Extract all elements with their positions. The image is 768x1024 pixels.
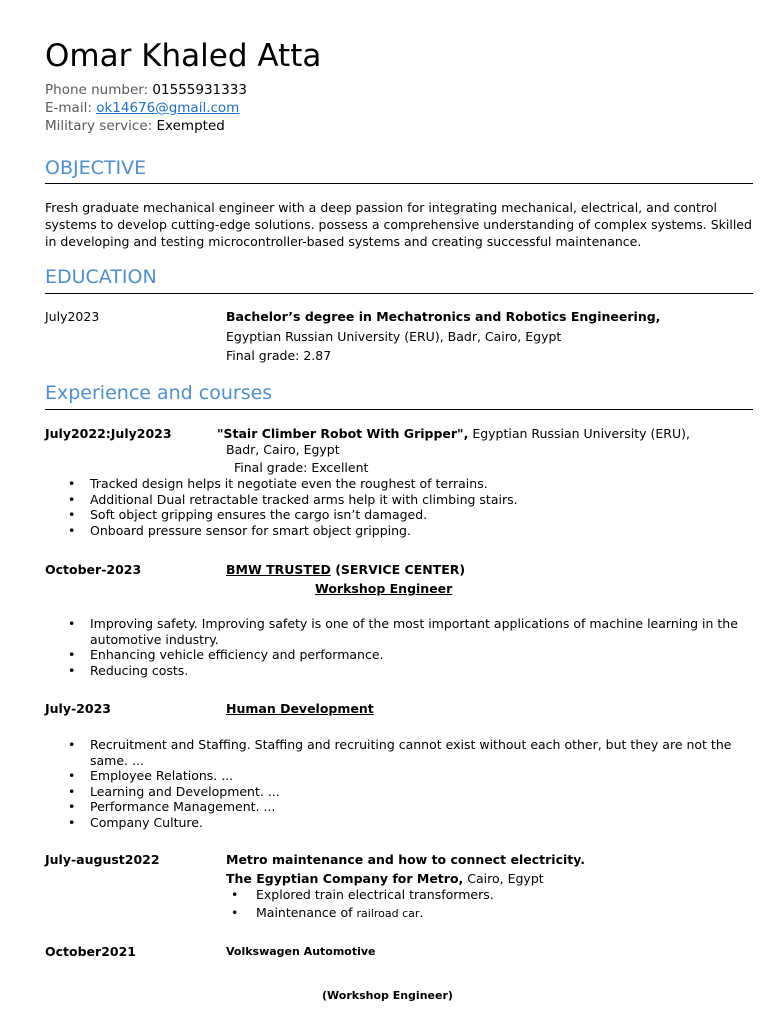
email-line <box>45 99 239 117</box>
list-item <box>226 905 726 922</box>
education-title: EDUCATION <box>45 266 157 288</box>
exp-0-heading: "Stair Climber Robot With Gripper", <box>217 426 469 441</box>
exp-4-heading: Volkswagen Automotive <box>226 945 376 958</box>
exp-3-bullet-text: Maintenance of <box>256 904 353 920</box>
exp-3-bullet-small: railroad car <box>356 906 420 920</box>
list-item: • Reducing costs. <box>45 663 745 679</box>
education-date: July2023 <box>45 309 100 324</box>
education-degree: Bachelor’s degree in Mechatronics and Robotics Engineering, <box>226 309 661 324</box>
objective-text: Fresh graduate mechanical engineer with a deep passion for integrating mechanical, electrical, and control systems to develop cutting-edge solutions. possess a comprehensive understanding of complex systems. Skilled in developing and testing microcontroller-based systems and creating successful maintenance. <box>45 200 752 249</box>
exp-4-role: (Workshop Engineer) <box>322 989 453 1002</box>
email-link[interactable]: ok14676@gmail.com <box>96 100 240 116</box>
exp-1-company-line <box>226 561 465 578</box>
exp-0-grade: Final grade: Excellent <box>234 460 369 475</box>
list-item: • Onboard pressure sensor for smart object gripping. <box>45 523 755 539</box>
phone-label: Phone number <box>45 82 144 98</box>
objective-title: OBJECTIVE <box>45 157 147 179</box>
education-rule <box>45 293 753 294</box>
education-grade: Final grade: 2.87 <box>226 348 332 363</box>
list-item: • Explored train electrical transformers. <box>226 887 726 903</box>
exp-4-date: October2021 <box>45 944 136 959</box>
exp-3-company-line <box>226 870 544 887</box>
list-item: • Improving safety. Improving safety is one of the most important applications of machine learning in the automotive industry. <box>45 616 745 647</box>
list-item: • Performance Management. ... <box>45 799 750 815</box>
exp-3-company-place: Cairo, Egypt <box>467 871 544 886</box>
exp-2-date: July-2023 <box>45 701 111 716</box>
email-colon: : <box>87 100 92 116</box>
military-colon: : <box>147 118 153 134</box>
list-item: • Enhancing vehicle efficiency and performance. <box>45 647 745 663</box>
exp-0-date: July2022:July2023 <box>45 426 172 441</box>
military-label: Military service <box>45 118 148 134</box>
exp-3-bullet-end: . <box>419 904 424 920</box>
exp-1-company: BMW TRUSTED <box>226 562 331 577</box>
exp-2-bullets <box>45 737 750 830</box>
exp-3-date: July-august2022 <box>45 852 160 867</box>
experience-rule <box>45 409 753 410</box>
phone-line <box>45 81 247 99</box>
military-value: Exempted <box>156 118 225 134</box>
exp-2-heading: Human Development <box>226 701 374 716</box>
experience-title: Experience and courses <box>45 382 273 404</box>
exp-3-company: The Egyptian Company for Metro, <box>226 871 464 886</box>
list-item: • Soft object gripping ensures the cargo isn’t damaged. <box>45 507 755 523</box>
exp-1-bullets <box>45 616 745 678</box>
exp-0-bullets <box>45 476 755 538</box>
exp-3-heading: Metro maintenance and how to connect electricity. <box>226 852 586 867</box>
exp-1-company-suffix: (SERVICE CENTER) <box>335 562 466 577</box>
exp-0-heading-line <box>217 425 690 442</box>
list-item: • Tracked design helps it negotiate even the roughest of terrains. <box>45 476 755 492</box>
phone-colon: : <box>143 82 149 98</box>
email-label: E-mail <box>45 100 88 116</box>
candidate-name: Omar Khaled Atta <box>45 38 322 74</box>
list-item: • Learning and Development. ... <box>45 784 750 800</box>
exp-1-role: Workshop Engineer <box>315 581 453 596</box>
education-university: Egyptian Russian University (ERU), Badr, Cairo, Egypt <box>226 329 562 344</box>
list-item: • Employee Relations. ... <box>45 768 750 784</box>
list-item: • Company Culture. <box>45 815 750 831</box>
objective-rule <box>45 183 753 184</box>
phone-value: 01555931333 <box>152 82 247 98</box>
military-line <box>45 117 225 135</box>
list-item: • Additional Dual retractable tracked arms help it with climbing stairs. <box>45 492 755 508</box>
exp-1-date: October-2023 <box>45 562 142 577</box>
exp-0-place-line1: Egyptian Russian University (ERU), <box>472 426 690 441</box>
exp-0-place-line2: Badr, Cairo, Egypt <box>226 442 340 457</box>
exp-3-bullets <box>226 887 726 921</box>
list-item: • Recruitment and Staffing. Staffing and recruiting cannot exist without each other, but they are not the same. ... <box>45 737 750 768</box>
